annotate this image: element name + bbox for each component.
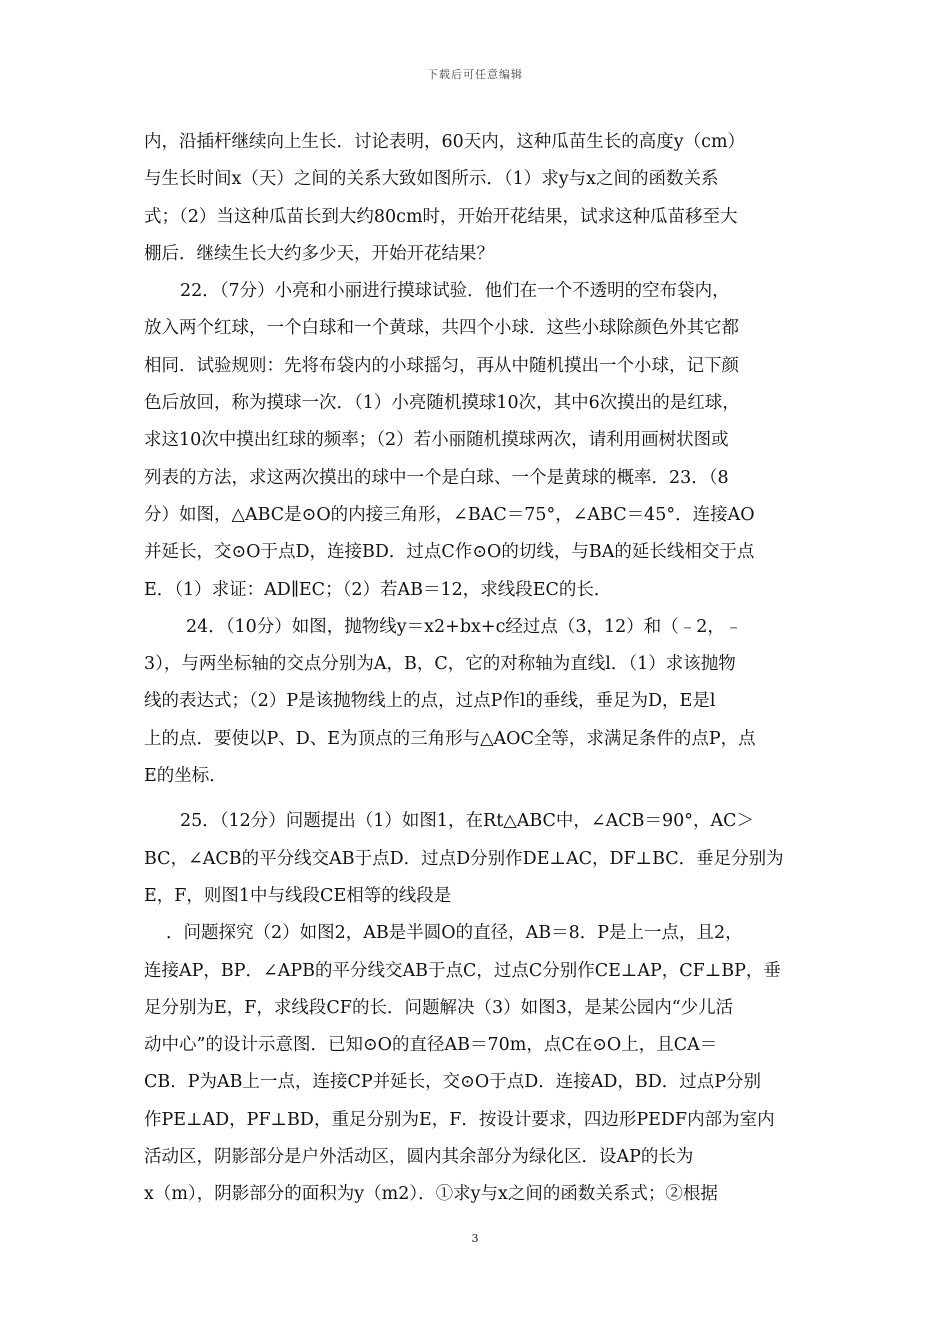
text-line: 线的表达式；（2）P是该抛物线上的点，过点P作l的垂线，垂足为D，E是l (144, 691, 716, 712)
text-line: 24．（10分）如图，抛物线y＝x2+bx+c经过点（3，12）和（﹣2，﹣ (186, 616, 743, 637)
page-number: 3 (471, 1232, 479, 1245)
text-line: E，F，则图1中与线段CE相等的线段是 (144, 885, 452, 906)
text-line: 足分别为E，F，求线段CF的长．问题解决（3）如图3，是某公园内“少儿活 (144, 997, 734, 1018)
text-line: 列表的方法，求这两次摸出的球中一个是白球、一个是黄球的概率．23．（8 (144, 467, 729, 488)
text-line: ．问题探究（2）如图2，AB是半圆O的直径，AB＝8．P是上一点，且2， (166, 923, 743, 944)
text-line: 并延长，交⊙O于点D，连接BD．过点C作⊙O的切线，与BA的延长线相交于点 (144, 542, 755, 563)
text-line: 作PE⊥AD，PF⊥BD，重足分别为E，F．按设计要求，四边形PEDF内部为室内 (144, 1109, 775, 1130)
text-line: 棚后．继续生长大约多少天，开始开花结果？ (144, 243, 494, 264)
text-line: 内，沿插杆继续向上生长．讨论表明，60天内，这种瓜苗生长的高度y（cm） (144, 132, 746, 152)
paragraph-gap (144, 795, 809, 803)
text-line: 连接AP，BP．∠APB的平分线交AB于点C，过点C分别作CE⊥AP，CF⊥BP，垂 (144, 960, 781, 981)
text-line: 式；（2）当这种瓜苗长到大约80cm时，开始开花结果，试求这种瓜苗移至大 (144, 206, 738, 227)
text-line: 3），与两坐标轴的交点分别为A，B，C，它的对称轴为直线l．（1）求该抛物 (144, 654, 736, 675)
text-line: 与生长时间x（天）之间的关系大致如图所示．（1）求y与x之间的函数关系 (144, 169, 719, 190)
text-line: 求这10次中摸出红球的频率；（2）若小丽随机摸球两次，请利用画树状图或 (144, 430, 729, 451)
text-line: 25．（12分）问题提出（1）如图1，在Rt△ABC中，∠ACB＝90°，AC＞ (180, 811, 755, 832)
text-line: E的坐标． (144, 766, 227, 787)
paragraph (144, 609, 809, 795)
paragraph (144, 124, 809, 273)
text-line: 上的点．要使以P、D、E为顶点的三角形与△AOC全等，求满足条件的点P，点 (144, 728, 756, 749)
text-line: 色后放回，称为摸球一次．（1）小亮随机摸球10次，其中6次摸出的是红球， (144, 393, 740, 414)
text-line: 分）如图，△ABC是⊙O的内接三角形，∠BAC＝75°，∠ABC＝45°．连接AO (144, 504, 755, 525)
page-header: 下载后可任意编辑 (427, 68, 523, 81)
text-line: E．（1）求证：AD∥EC；（2）若AB＝12，求线段EC的长． (144, 579, 612, 600)
document-body (144, 124, 809, 1214)
text-line: x（m），阴影部分的面积为y（m2）．①求y与x之间的函数关系式；②根据 (144, 1184, 718, 1205)
text-line: 活动区，阴影部分是户外活动区，圆内其余部分为绿化区．设AP的长为 (144, 1147, 694, 1168)
text-line: 放入两个红球，一个白球和一个黄球，共四个小球．这些小球除颜色外其它都 (144, 318, 739, 339)
paragraph (144, 803, 809, 915)
paragraph (144, 915, 809, 1213)
text-line: CB．P为AB上一点，连接CP并延长，交⊙O于点D．连接AD，BD．过点P分别 (144, 1072, 762, 1093)
text-line: BC，∠ACB的平分线交AB于点D．过点D分别作DE⊥AC，DF⊥BC．垂足分别为 (144, 848, 784, 869)
text-line: 相同．试验规则：先将布袋内的小球摇匀，再从中随机摸出一个小球，记下颜 (144, 355, 739, 376)
paragraph (144, 273, 809, 609)
text-line: 22．（7分）小亮和小丽进行摸球试验．他们在一个不透明的空布袋内， (180, 281, 730, 302)
text-line: 动中心”的设计示意图．已知⊙O的直径AB＝70m，点C在⊙O上，且CA＝ (144, 1035, 718, 1056)
